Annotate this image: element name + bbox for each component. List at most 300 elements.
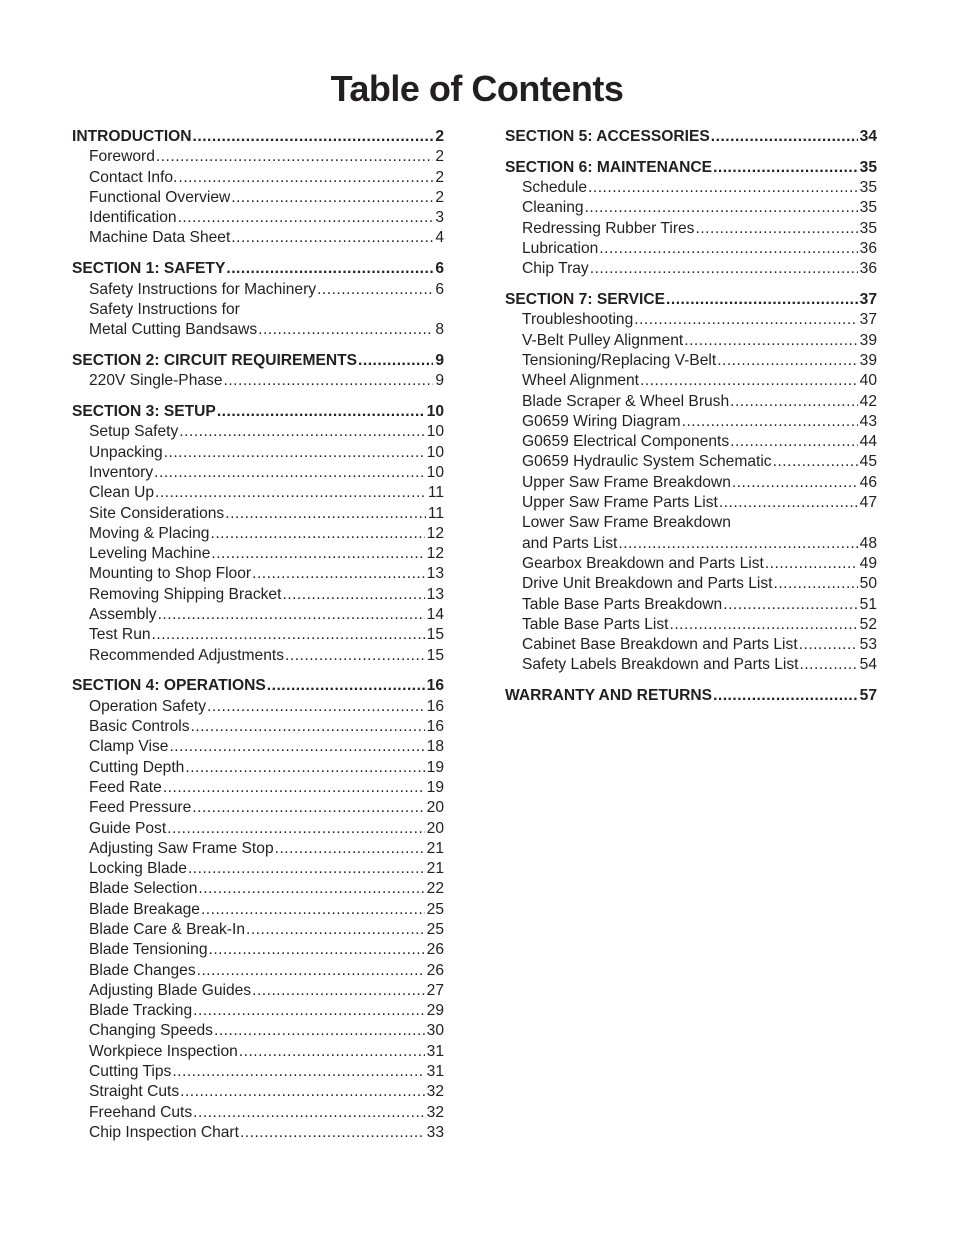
- toc-page-number: 35: [859, 199, 877, 217]
- toc-page-number: 35: [859, 219, 877, 237]
- toc-page-number: 39: [859, 351, 877, 369]
- toc-entry-label: Gearbox Breakdown and Parts List: [522, 554, 764, 572]
- toc-entry[interactable]: [72, 625, 444, 645]
- toc-page-number: 16: [426, 677, 444, 695]
- toc-entry-label: Table Base Parts List: [522, 615, 669, 633]
- dot-leader: [226, 259, 433, 279]
- toc-entry-label: Chip Inspection Chart: [89, 1123, 239, 1141]
- dot-leader: [188, 859, 425, 879]
- toc-entry-label: Lubrication: [522, 239, 599, 257]
- toc-page-number: 32: [426, 1083, 444, 1101]
- toc-entry-label: Table Base Parts Breakdown: [522, 595, 723, 613]
- toc-entry-label: Removing Shipping Bracket: [89, 585, 282, 603]
- toc-page-number: 16: [426, 718, 444, 736]
- toc-section-heading[interactable]: [72, 351, 444, 371]
- toc-page-number: 51: [859, 595, 877, 613]
- toc-entry-label: Identification: [89, 209, 177, 227]
- toc-page-number: 2: [435, 128, 444, 145]
- toc-entry[interactable]: [72, 208, 444, 228]
- dot-leader: [717, 351, 857, 371]
- toc-entry-label: Guide Post: [89, 819, 167, 837]
- toc-page-number: 52: [859, 615, 877, 633]
- toc-page-number: 19: [426, 778, 444, 796]
- dot-leader: [193, 1103, 424, 1123]
- toc-entry-label: SECTION 2: CIRCUIT REQUIREMENTS: [72, 351, 358, 369]
- toc-entry[interactable]: [72, 879, 444, 899]
- toc-page-number: 31: [426, 1042, 444, 1060]
- toc-section-heading[interactable]: [72, 402, 444, 422]
- page-title: Table of Contents: [330, 68, 624, 109]
- dot-leader: [193, 1001, 424, 1021]
- toc-entry[interactable]: [72, 940, 444, 960]
- toc-page-number: 34: [859, 128, 877, 145]
- toc-entry[interactable]: [72, 839, 444, 859]
- toc-entry-label: Feed Pressure: [89, 799, 192, 817]
- toc-page-number: 15: [426, 646, 444, 664]
- toc-section-heading[interactable]: [505, 158, 877, 178]
- dot-leader: [599, 239, 857, 259]
- toc-entry-label: Recommended Adjustments: [89, 646, 285, 664]
- toc-page-number: 9: [435, 372, 444, 390]
- toc-entry-label: G0659 Wiring Diagram: [522, 412, 681, 430]
- dot-leader: [185, 758, 424, 778]
- toc-page-number: 26: [426, 961, 444, 979]
- toc-page-number: 10: [426, 443, 444, 461]
- toc-entry[interactable]: [72, 524, 444, 544]
- toc-entry[interactable]: [72, 483, 444, 503]
- toc-page-number: 2: [435, 188, 444, 206]
- toc-entry[interactable]: [72, 585, 444, 605]
- dot-leader: [169, 737, 424, 757]
- toc-entry[interactable]: [72, 1021, 444, 1041]
- dot-leader: [252, 981, 425, 1001]
- toc-entry-label: SECTION 5: ACCESSORIES: [505, 128, 710, 145]
- dot-leader: [198, 879, 424, 899]
- toc-page-number: 35: [859, 179, 877, 197]
- toc-left-column: [72, 127, 444, 1154]
- dot-leader: [588, 178, 858, 198]
- dot-leader: [172, 1062, 424, 1082]
- dot-leader: [192, 798, 424, 818]
- dot-leader: [618, 534, 857, 554]
- toc-entry[interactable]: [72, 371, 444, 391]
- toc-page-number: 54: [859, 656, 877, 674]
- toc-page-number: 12: [426, 545, 444, 563]
- dot-leader: [634, 310, 857, 330]
- toc-entry-label: Basic Controls: [89, 718, 190, 736]
- toc-page-number: 49: [859, 554, 877, 572]
- toc-section-section-5-accessories: [505, 127, 877, 147]
- toc-entry-label: WARRANTY AND RETURNS: [505, 687, 713, 705]
- toc-page-number: 40: [859, 372, 877, 390]
- toc-section-section-3-setup: [72, 402, 444, 666]
- toc-entry-label: Blade Care & Break-In: [89, 920, 246, 938]
- dot-leader: [640, 371, 858, 391]
- toc-page-number: 13: [426, 565, 444, 583]
- dot-leader: [275, 839, 425, 859]
- toc-page-number: 6: [435, 280, 444, 298]
- toc-entry-label: Blade Tracking: [89, 1002, 193, 1020]
- toc-section-introduction: [72, 127, 444, 249]
- toc-entry-label: SECTION 3: SETUP: [72, 403, 216, 421]
- toc-entry-label: Machine Data Sheet: [89, 229, 231, 247]
- toc-entry[interactable]: [72, 544, 444, 564]
- toc-entry-label: Blade Scraper & Wheel Brush: [522, 392, 730, 410]
- toc-entry[interactable]: [505, 574, 877, 594]
- toc-page-number: 21: [426, 860, 444, 878]
- toc-section-section-4-operations: [72, 676, 444, 1143]
- toc-page-number: 9: [435, 351, 444, 369]
- dot-leader: [713, 686, 858, 706]
- toc-page-number: 10: [426, 463, 444, 481]
- dot-leader: [773, 574, 857, 594]
- dot-leader: [732, 473, 858, 493]
- toc-page-number: 8: [435, 321, 444, 339]
- toc-page-number: 36: [859, 239, 877, 257]
- toc-entry[interactable]: [72, 564, 444, 584]
- toc-entry-label: Cutting Tips: [89, 1063, 172, 1081]
- toc-entry-label: Changing Speeds: [89, 1022, 213, 1040]
- dot-leader: [666, 290, 858, 310]
- toc-entry[interactable]: [505, 513, 877, 533]
- dot-leader: [217, 402, 425, 422]
- toc-entry-label: Schedule: [522, 179, 588, 197]
- dot-leader: [723, 595, 857, 615]
- toc-entry[interactable]: [505, 392, 877, 412]
- toc-entry[interactable]: [505, 331, 877, 351]
- toc-entry[interactable]: [72, 778, 444, 798]
- dot-leader: [317, 280, 433, 300]
- toc-entry[interactable]: [72, 320, 444, 340]
- toc-entry-label: 220V Single-Phase: [89, 372, 223, 390]
- toc-page-number: 20: [426, 799, 444, 817]
- toc-page-number: 2: [435, 168, 444, 186]
- toc-entry[interactable]: [72, 717, 444, 737]
- dot-leader: [193, 127, 434, 147]
- toc-entry[interactable]: [505, 310, 877, 330]
- dot-leader: [669, 615, 857, 635]
- toc-page-number: 53: [859, 636, 877, 654]
- toc-entry[interactable]: [72, 1103, 444, 1123]
- toc-entry[interactable]: [505, 219, 877, 239]
- toc-page-number: 12: [426, 524, 444, 542]
- toc-entry-label: Mounting to Shop Floor: [89, 565, 252, 583]
- dot-leader: [231, 228, 433, 248]
- toc-page-number: 6: [435, 260, 444, 278]
- toc-entry[interactable]: [505, 412, 877, 432]
- toc-entry-label: Safety Instructions for: [89, 300, 240, 318]
- toc-entry[interactable]: [505, 452, 877, 472]
- dot-leader: [258, 320, 433, 340]
- toc-entry-label: Blade Breakage: [89, 900, 200, 918]
- dot-leader: [224, 371, 434, 391]
- dot-leader: [163, 778, 425, 798]
- toc-entry-label: Foreword: [89, 148, 155, 166]
- toc-page-number: 42: [859, 392, 877, 410]
- toc-entry-label: V-Belt Pulley Alignment: [522, 331, 684, 349]
- toc-entry-label: SECTION 1: SAFETY: [72, 260, 226, 278]
- toc-entry[interactable]: [72, 300, 444, 320]
- toc-page-number: 30: [426, 1022, 444, 1040]
- dot-leader: [711, 127, 858, 147]
- dot-leader: [713, 158, 858, 178]
- toc-page-number: 46: [859, 473, 877, 491]
- toc-entry-label: SECTION 6: MAINTENANCE: [505, 158, 713, 176]
- toc-entry-label: Safety Instructions for Machinery: [89, 280, 317, 298]
- dot-leader: [155, 483, 426, 503]
- toc-entry-label: Clean Up: [89, 484, 155, 502]
- dot-leader: [191, 717, 425, 737]
- toc-entry-label: Clamp Vise: [89, 738, 169, 756]
- toc-section-heading[interactable]: [72, 259, 444, 279]
- toc-entry-label: Straight Cuts: [89, 1083, 180, 1101]
- toc-entry[interactable]: [72, 961, 444, 981]
- toc-page-number: 2: [435, 148, 444, 166]
- toc-section-warranty-and-returns: [505, 686, 877, 706]
- toc-entry-label: G0659 Hydraulic System Schematic: [522, 453, 772, 471]
- toc-entry[interactable]: [72, 504, 444, 524]
- toc-entry[interactable]: [505, 493, 877, 513]
- toc-entry[interactable]: [72, 443, 444, 463]
- dot-leader: [590, 259, 858, 279]
- toc-page-number: 18: [426, 738, 444, 756]
- toc-entry-label: Test Run: [89, 626, 151, 644]
- dot-leader: [799, 635, 858, 655]
- dot-leader: [246, 920, 425, 940]
- toc-page-number: 4: [435, 229, 444, 247]
- toc-entry[interactable]: [72, 1001, 444, 1021]
- dot-leader: [156, 147, 433, 167]
- toc-entry[interactable]: [72, 859, 444, 879]
- toc-entry[interactable]: [72, 737, 444, 757]
- toc-entry[interactable]: [505, 473, 877, 493]
- toc-page-number: 14: [426, 606, 444, 624]
- toc-entry-label: Chip Tray: [522, 260, 589, 278]
- toc-section-heading[interactable]: [505, 127, 877, 147]
- toc-page-number: 15: [426, 626, 444, 644]
- toc-entry-label: Upper Saw Frame Breakdown: [522, 473, 731, 491]
- toc-entry-label: Drive Unit Breakdown and Parts List: [522, 575, 773, 593]
- toc-entry[interactable]: [72, 758, 444, 778]
- toc-entry[interactable]: [505, 554, 877, 574]
- toc-page-number: 50: [859, 575, 877, 593]
- toc-entry-label: Locking Blade: [89, 860, 187, 878]
- toc-page-number: 20: [426, 819, 444, 837]
- toc-page-number: 45: [859, 453, 877, 471]
- toc-entry-label: Lower Saw Frame Breakdown: [522, 514, 731, 532]
- dot-leader: [210, 524, 424, 544]
- toc-page-number: 35: [859, 158, 877, 176]
- toc-entry-label: Feed Rate: [89, 778, 162, 796]
- dot-leader: [695, 219, 857, 239]
- dot-leader: [207, 697, 425, 717]
- toc-page-number: 44: [859, 433, 877, 451]
- toc-entry[interactable]: [72, 981, 444, 1001]
- toc-page-number: 27: [426, 981, 444, 999]
- dot-leader: [730, 392, 857, 412]
- dot-leader: [197, 961, 425, 981]
- toc-entry[interactable]: [72, 1062, 444, 1082]
- toc-entry[interactable]: [72, 798, 444, 818]
- dot-leader: [211, 544, 424, 564]
- toc-entry[interactable]: [505, 615, 877, 635]
- toc-entry-label: Freehand Cuts: [89, 1103, 193, 1121]
- toc-page-number: 43: [859, 412, 877, 430]
- toc-entry-label: Cabinet Base Breakdown and Parts List: [522, 636, 798, 654]
- toc-page-number: 13: [426, 585, 444, 603]
- dot-leader: [765, 554, 858, 574]
- toc-page-number: 33: [426, 1123, 444, 1141]
- dot-leader: [178, 168, 433, 188]
- dot-leader: [209, 940, 425, 960]
- toc-entry[interactable]: [72, 1082, 444, 1102]
- dot-leader: [158, 605, 425, 625]
- toc-entry-label: Adjusting Saw Frame Stop: [89, 839, 274, 857]
- toc-entry-label: Functional Overview: [89, 188, 231, 206]
- toc-page-number: 37: [859, 311, 877, 329]
- toc-page-number: 19: [426, 758, 444, 776]
- toc-section-section-1-safety: [72, 259, 444, 340]
- toc-page-number: 16: [426, 697, 444, 715]
- dot-leader: [225, 504, 426, 524]
- toc-entry[interactable]: [505, 351, 877, 371]
- toc-entry-label: SECTION 7: SERVICE: [505, 291, 666, 309]
- toc-entry[interactable]: [72, 280, 444, 300]
- toc-entry[interactable]: [72, 1123, 444, 1143]
- toc-page-number: 47: [859, 494, 877, 512]
- toc-entry[interactable]: [72, 646, 444, 666]
- toc-section-heading[interactable]: [505, 290, 877, 310]
- toc-section-heading[interactable]: [72, 676, 444, 696]
- toc-page-number: 3: [435, 209, 444, 227]
- toc-entry[interactable]: [72, 1042, 444, 1062]
- toc-entry[interactable]: [505, 432, 877, 452]
- toc-entry[interactable]: [505, 259, 877, 279]
- toc-entry-label: Upper Saw Frame Parts List: [522, 494, 718, 512]
- toc-entry[interactable]: [72, 697, 444, 717]
- toc-entry[interactable]: [72, 605, 444, 625]
- dot-leader: [719, 493, 858, 513]
- toc-entry-label: Safety Labels Breakdown and Parts List: [522, 656, 799, 674]
- dot-leader: [180, 1082, 425, 1102]
- toc-section-heading[interactable]: [72, 127, 444, 147]
- toc-page-number: 57: [859, 687, 877, 705]
- toc-entry[interactable]: [505, 534, 877, 554]
- toc-entry-label: and Parts List: [522, 534, 618, 552]
- toc-page-number: 48: [859, 534, 877, 552]
- toc-page-number: 10: [426, 403, 444, 421]
- toc-entry[interactable]: [505, 198, 877, 218]
- toc-entry-label: SECTION 4: OPERATIONS: [72, 677, 266, 695]
- toc-section-section-6-maintenance: [505, 158, 877, 280]
- toc-entry-label: Blade Tensioning: [89, 941, 208, 959]
- toc-right-column: [505, 127, 877, 717]
- toc-entry[interactable]: [505, 635, 877, 655]
- toc-entry-label: Unpacking: [89, 443, 163, 461]
- toc-page-number: 37: [859, 291, 877, 309]
- toc-entry-label: Assembly: [89, 606, 157, 624]
- toc-entry-label: Contact Info.: [89, 168, 178, 186]
- toc-entry-label: Troubleshooting: [522, 311, 634, 329]
- toc-entry-label: Cutting Depth: [89, 758, 185, 776]
- toc-entry[interactable]: [505, 178, 877, 198]
- dot-leader: [178, 208, 434, 228]
- toc-entry-label: Leveling Machine: [89, 545, 211, 563]
- toc-page-number: 25: [426, 900, 444, 918]
- toc-entry[interactable]: [505, 371, 877, 391]
- toc-section-section-7-service: [505, 290, 877, 676]
- toc-entry[interactable]: [72, 900, 444, 920]
- toc-page-number: 25: [426, 920, 444, 938]
- toc-entry[interactable]: [72, 422, 444, 442]
- dot-leader: [585, 198, 858, 218]
- toc-entry[interactable]: [72, 147, 444, 167]
- toc-entry-label: Operation Safety: [89, 697, 207, 715]
- toc-entry[interactable]: [72, 228, 444, 248]
- dot-leader: [267, 676, 425, 696]
- toc-entry-label: Workpiece Inspection: [89, 1042, 238, 1060]
- toc-page-number: 39: [859, 331, 877, 349]
- toc-entry-label: INTRODUCTION: [72, 128, 192, 145]
- toc-page-number: 21: [426, 839, 444, 857]
- toc-entry[interactable]: [505, 595, 877, 615]
- toc-page-number: 29: [426, 1002, 444, 1020]
- dot-leader: [358, 351, 433, 371]
- toc-entry[interactable]: [72, 819, 444, 839]
- toc-entry-label: Adjusting Blade Guides: [89, 981, 252, 999]
- dot-leader: [231, 188, 433, 208]
- dot-leader: [730, 432, 857, 452]
- toc-entry[interactable]: [72, 188, 444, 208]
- toc-entry-label: G0659 Electrical Components: [522, 433, 730, 451]
- toc-entry-label: Metal Cutting Bandsaws: [89, 321, 258, 339]
- dot-leader: [684, 331, 857, 351]
- dot-leader: [773, 452, 858, 472]
- dot-leader: [252, 564, 425, 584]
- toc-page-number: 11: [427, 504, 444, 522]
- toc-entry-label: Site Considerations: [89, 504, 225, 522]
- toc-entry[interactable]: [72, 463, 444, 483]
- dot-leader: [154, 463, 424, 483]
- toc-entry[interactable]: [505, 239, 877, 259]
- toc-entry[interactable]: [72, 920, 444, 940]
- toc-page-number: 32: [426, 1103, 444, 1121]
- dot-leader: [214, 1021, 425, 1041]
- toc-entry[interactable]: [72, 168, 444, 188]
- toc-page-number: 11: [427, 484, 444, 502]
- dot-leader: [682, 412, 858, 432]
- toc-entry-label: Blade Selection: [89, 880, 198, 898]
- toc-entry[interactable]: [505, 655, 877, 675]
- toc-page-number: 22: [426, 880, 444, 898]
- dot-leader: [800, 655, 858, 675]
- dot-leader: [239, 1042, 425, 1062]
- dot-leader: [152, 625, 425, 645]
- toc-page-number: 26: [426, 941, 444, 959]
- dot-leader: [240, 1123, 425, 1143]
- toc-entry-label: Inventory: [89, 463, 154, 481]
- toc-entry-label: Wheel Alignment: [522, 372, 640, 390]
- toc-page-number: 10: [426, 423, 444, 441]
- toc-section-heading[interactable]: [505, 686, 877, 706]
- toc-entry-label: Cleaning: [522, 199, 584, 217]
- toc-page-number: 31: [426, 1063, 444, 1081]
- dot-leader: [282, 585, 424, 605]
- dot-leader: [167, 819, 424, 839]
- dot-leader: [285, 646, 425, 666]
- dot-leader: [179, 422, 424, 442]
- toc-entry-label: Redressing Rubber Tires: [522, 219, 695, 237]
